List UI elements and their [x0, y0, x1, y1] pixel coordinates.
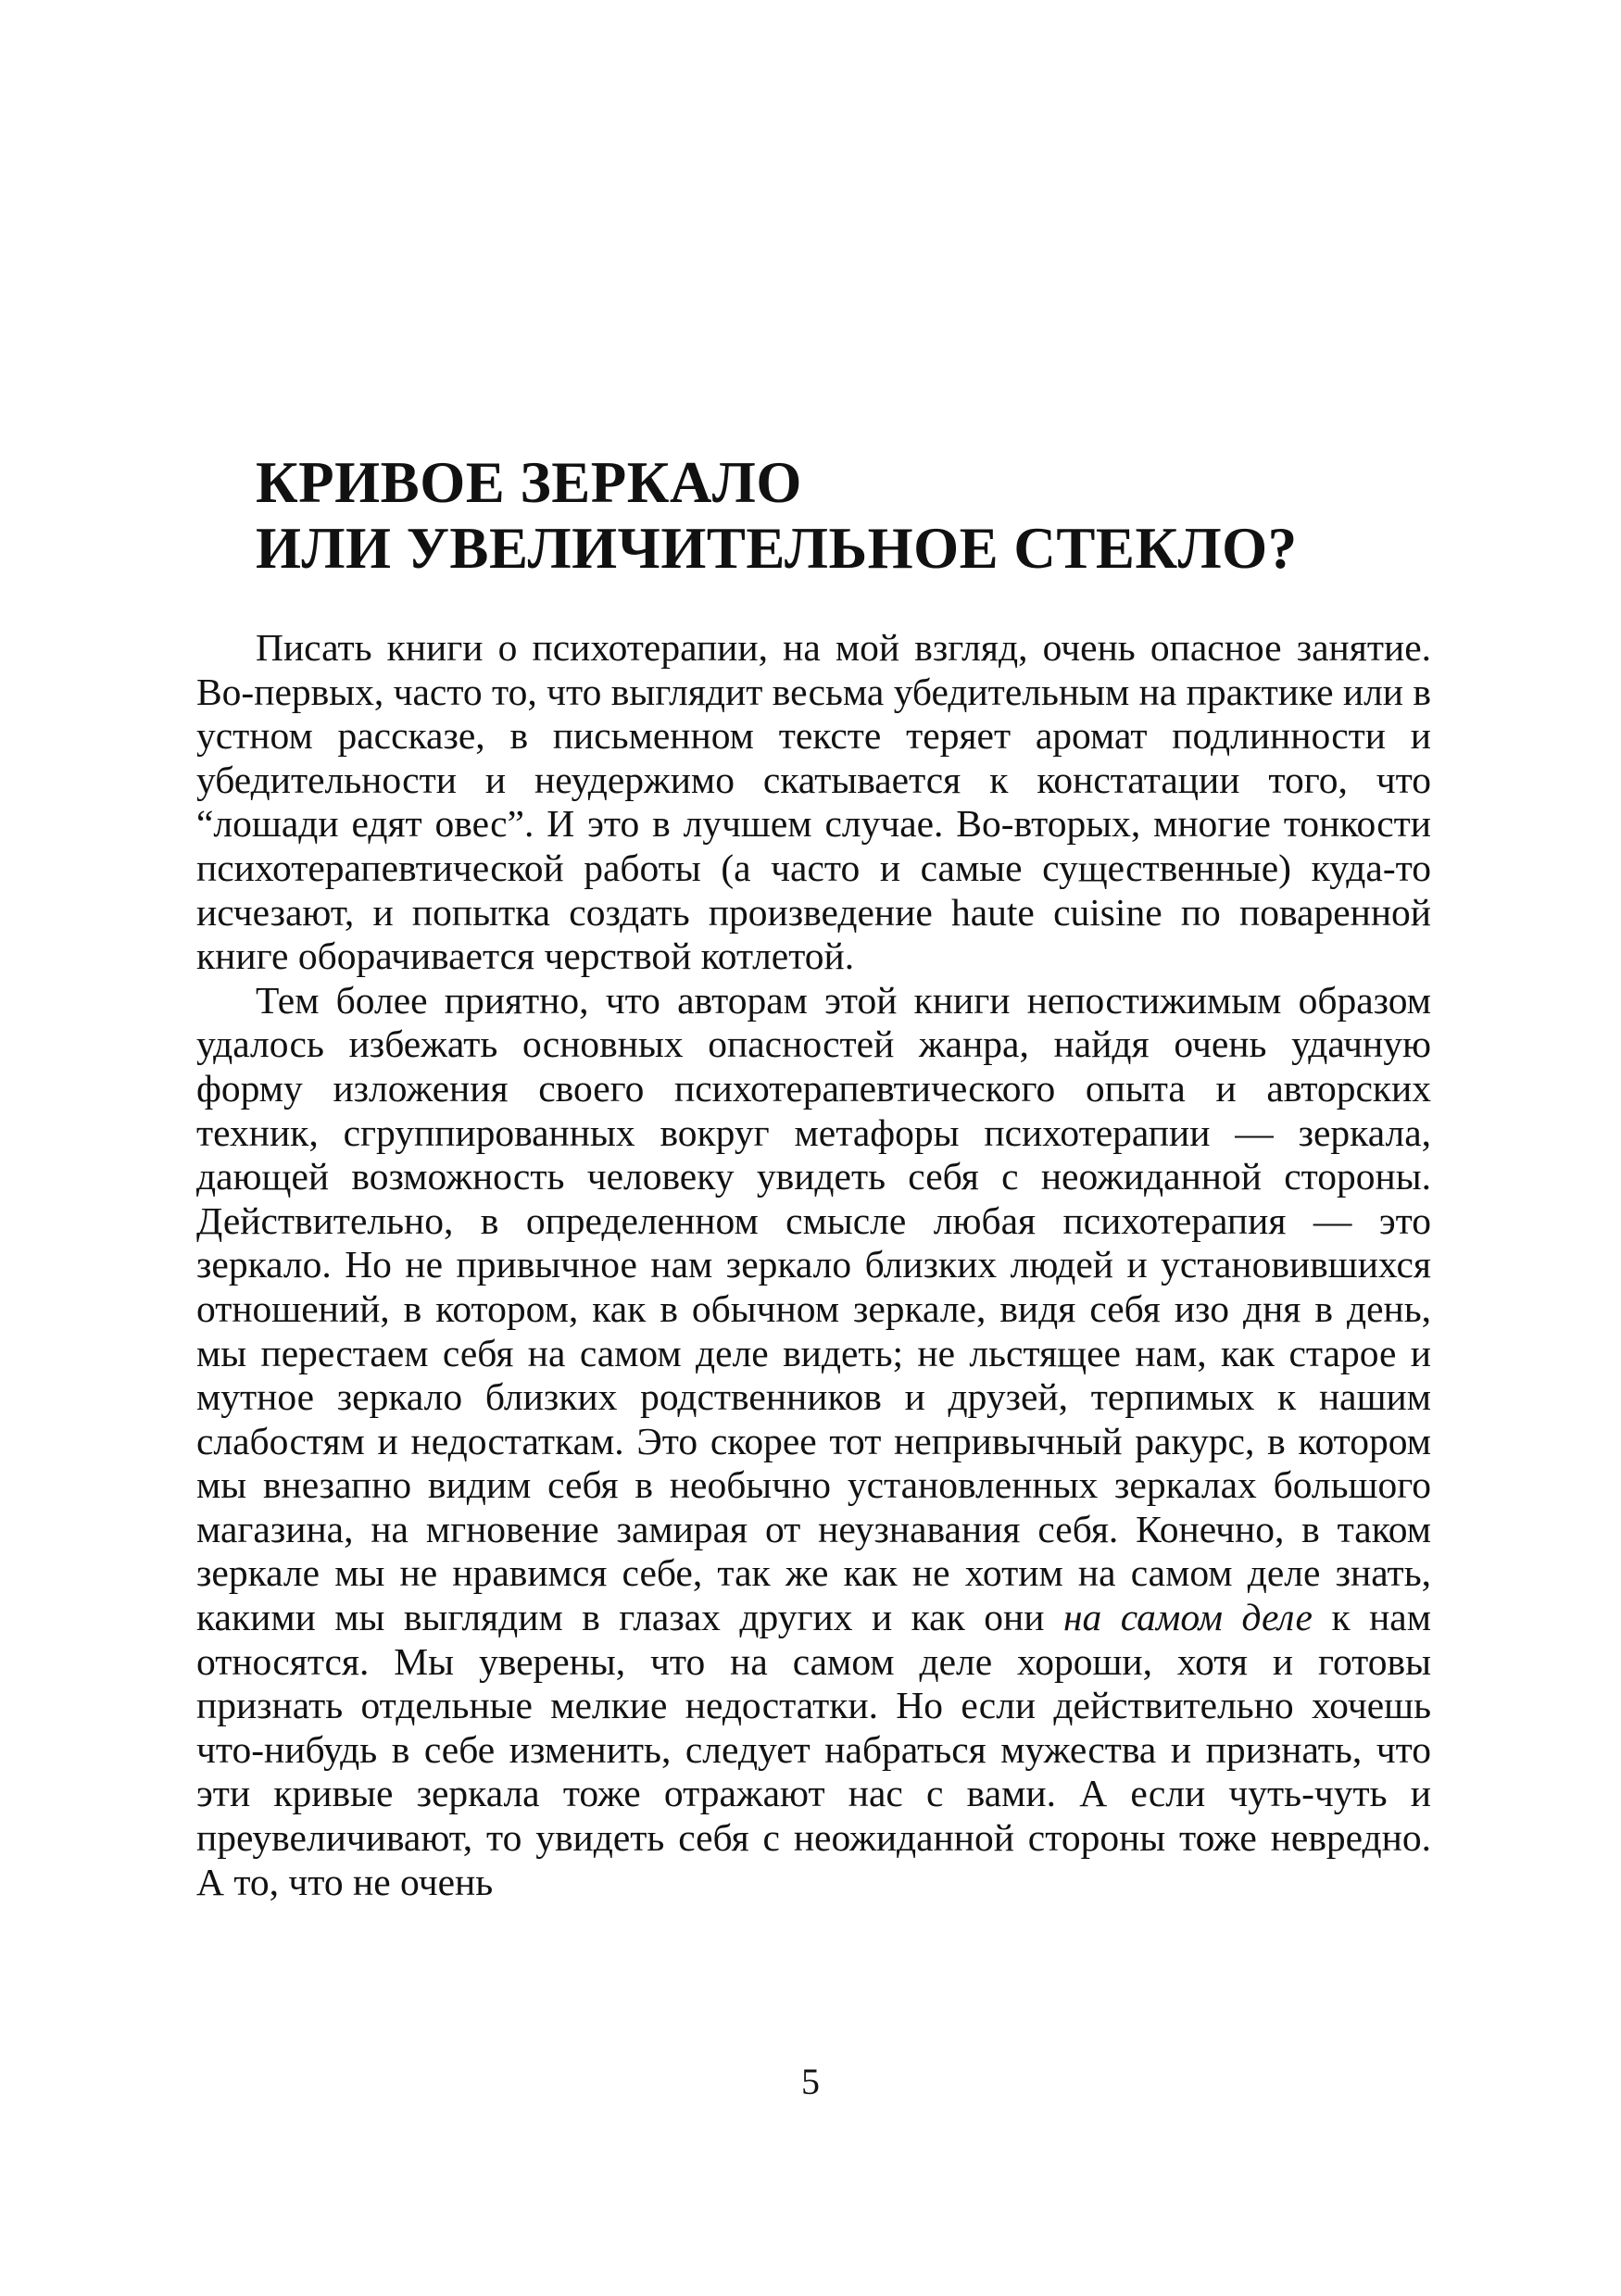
paragraph-2-emphasis: на самом деле: [1062, 1596, 1313, 1639]
paragraph-2-part-1: Тем более приятно, что авторам этой книги непостижимым образом удалось избежать основных опасностей жанра, найдя очень удачную форму изложения своего психотерапевтического опыта и авторских техник, сгруппированных вокруг метафоры психотерапии — зеркала, дающей возможность человеку увидеть себя с неожиданной стороны. Действительно, в определенном смысле любая психотерапия — это зеркало. Но не привычное нам зеркало близких людей и установившихся отношений, в котором, как в обычном зеркале, видя себя изо дня в день, мы перестаем себя на самом деле видеть; не льстящее нам, как старое и мутное зеркало близких родственников и друзей, терпимых к нашим слабостям и недостаткам. Это скорее тот непривычный ракурс, в котором мы внезапно видим себя в необычно установленных зеркалах большого магазина, на мгновение замирая от неузнавания себя. Конечно, в таком зеркале мы не нравимся себе, так же как не хотим на самом деле знать, какими мы выглядим в глазах других и как они: [196, 978, 1431, 1639]
body-text: [196, 626, 1431, 1904]
chapter-title-line-2: ИЛИ УВЕЛИЧИТЕЛЬНОЕ СТЕКЛО?: [256, 516, 1298, 581]
chapter-title: [256, 450, 1460, 582]
paragraph-2: [196, 979, 1431, 1904]
paragraph-1: Писать книги о психотерапии, на мой взгляд, очень опасное занятие. Во-первых, часто то, что выглядит весьма убедительным на практике или в устном рассказе, в письменном тексте теряет аромат подлинности и убедительности и неудержимо скатывается к констатации того, что “лошади едят овес”. И это в лучшем случае. Во-вторых, многие тонкости психотерапевтической работы (а часто и самые существенные) куда-то исчезают, и попытка создать произведение haute cuisine по поваренной книге оборачивается черствой котлетой.: [196, 626, 1431, 978]
page-number: 5: [801, 2061, 820, 2102]
paragraph-2-part-2: к нам относятся. Мы уверены, что на самом деле хороши, хотя и готовы признать отдельные мелкие недостатки. Но если действительно хочешь что-нибудь в себе изменить, следует набраться мужества и признать, что эти кривые зеркала тоже отражают нас с вами. А если чуть-чуть и преувеличивают, то увидеть себя с неожиданной стороны тоже невредно. А то, что не очень: [196, 1596, 1431, 1903]
chapter-title-line-1: КРИВОЕ ЗЕРКАЛО: [256, 450, 802, 515]
